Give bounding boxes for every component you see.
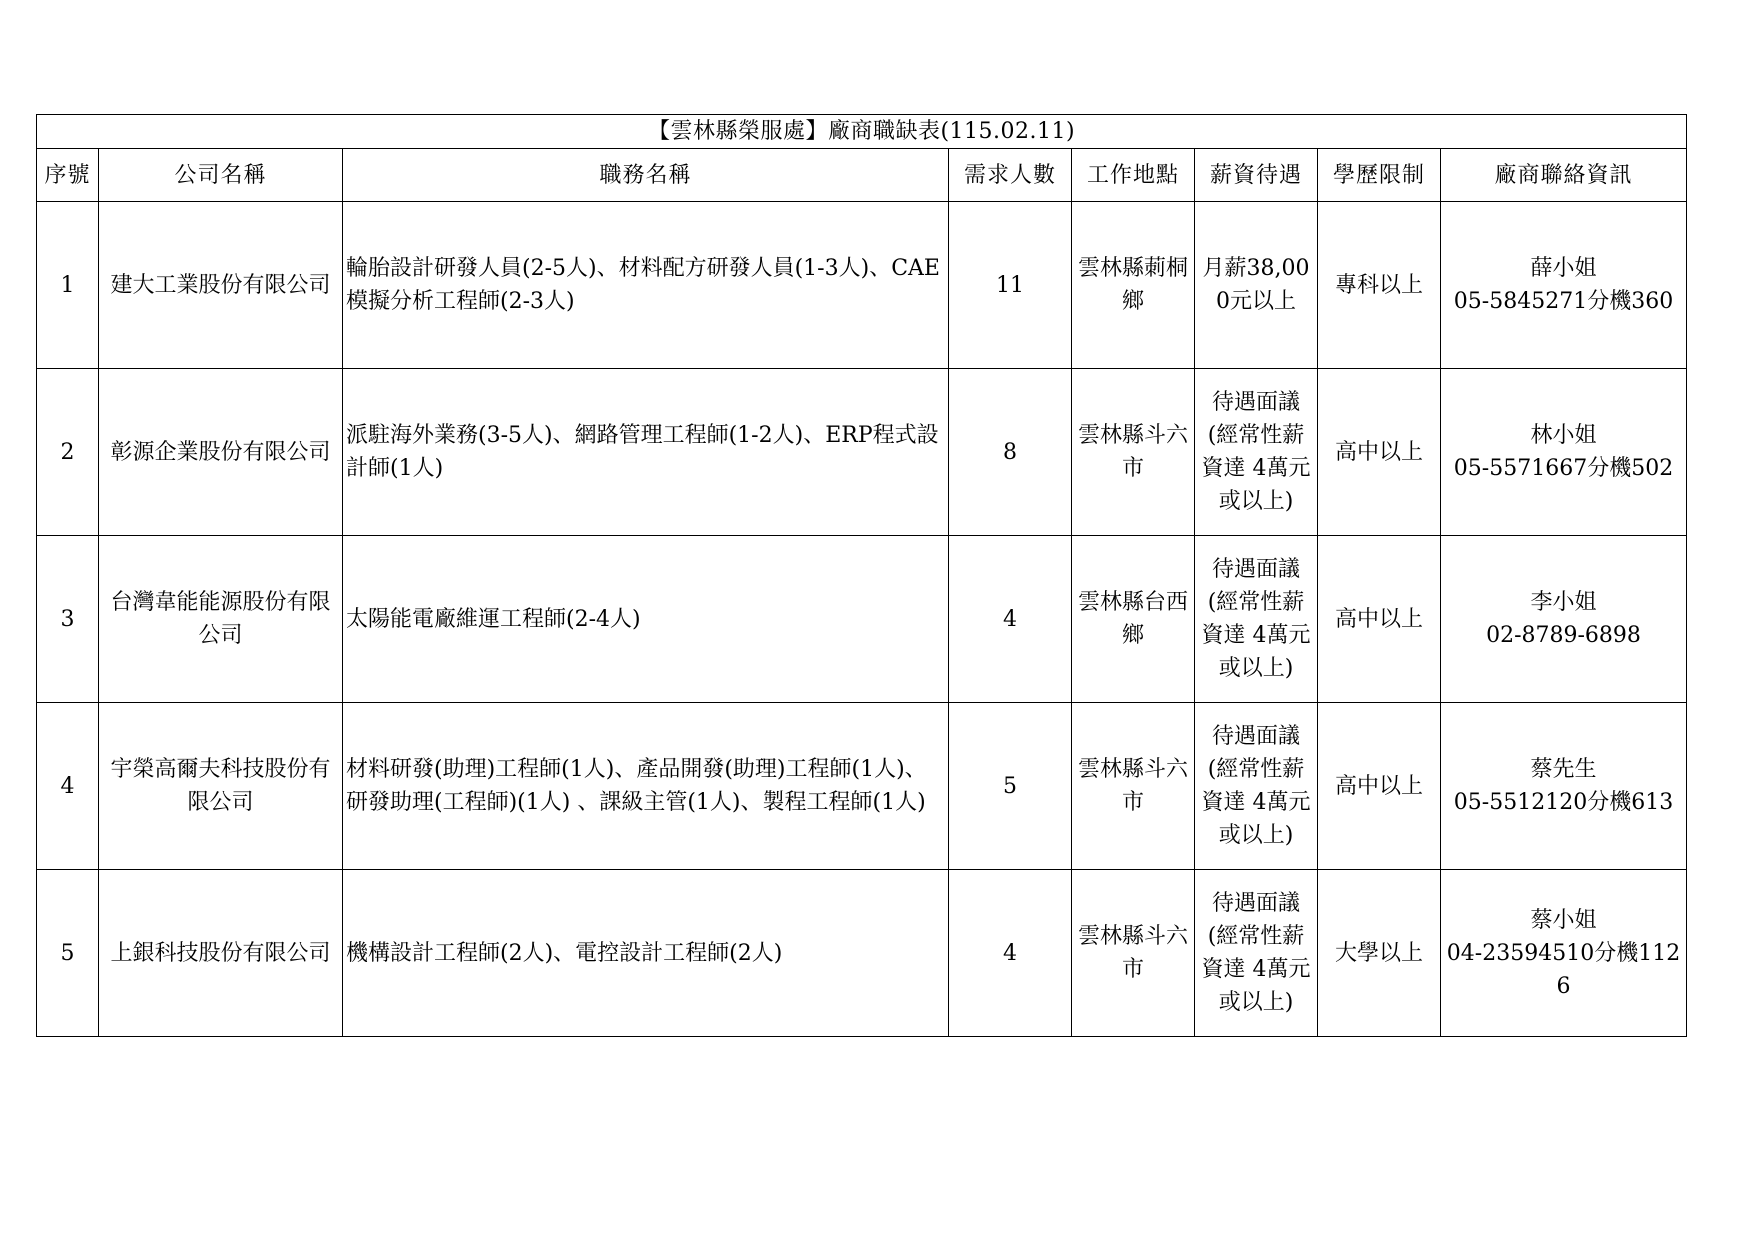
row-contact: [1441, 703, 1687, 870]
header-salary: 薪資待遇: [1195, 149, 1318, 202]
row-no: 4: [37, 703, 99, 870]
header-headcount: 需求人數: [949, 149, 1072, 202]
header-no: 序號: [37, 149, 99, 202]
row-education: 高中以上: [1318, 703, 1441, 870]
row-company: 彰源企業股份有限公司: [99, 369, 343, 536]
contact-phone: 05-5845271分機360: [1453, 289, 1674, 314]
row-company: 上銀科技股份有限公司: [99, 870, 343, 1037]
row-no: 2: [37, 369, 99, 536]
header-contact: 廠商聯絡資訊: [1441, 149, 1687, 202]
row-salary: 待遇面議(經常性薪資達 4萬元或以上): [1195, 536, 1318, 703]
row-education: 高中以上: [1318, 369, 1441, 536]
table-title-row: [37, 115, 1687, 149]
row-company: 台灣韋能能源股份有限公司: [99, 536, 343, 703]
contact-phone: 05-5512120分機613: [1453, 790, 1674, 815]
contact-name: 蔡小姐: [1530, 907, 1597, 933]
row-headcount: 4: [949, 536, 1072, 703]
header-education: 學歷限制: [1318, 149, 1441, 202]
contact-phone: 05-5571667分機502: [1453, 456, 1674, 481]
row-jobs: 材料研發(助理)工程師(1人)、產品開發(助理)工程師(1人)、研發助理(工程師)(1人) 、課級主管(1人)、製程工程師(1人): [343, 703, 949, 870]
table-row: [37, 870, 1687, 1037]
contact-name: 蔡先生: [1530, 757, 1597, 782]
contact-phone: 04-23594510分機1126: [1446, 940, 1681, 999]
table-title: 【雲林縣榮服處】廠商職缺表(115.02.11): [37, 115, 1687, 149]
row-education: 專科以上: [1318, 202, 1441, 369]
row-location: 雲林縣莿桐鄉: [1072, 202, 1195, 369]
row-no: 3: [37, 536, 99, 703]
row-headcount: 4: [949, 870, 1072, 1037]
row-salary: 月薪38,000元以上: [1195, 202, 1318, 369]
row-salary: 待遇面議(經常性薪資達 4萬元或以上): [1195, 703, 1318, 870]
contact-name: 林小姐: [1530, 423, 1597, 448]
row-location: 雲林縣斗六市: [1072, 870, 1195, 1037]
row-jobs: 派駐海外業務(3-5人)、網路管理工程師(1-2人)、ERP程式設計師(1人): [343, 369, 949, 536]
row-contact: [1441, 369, 1687, 536]
row-no: 5: [37, 870, 99, 1037]
row-salary: 待遇面議(經常性薪資達 4萬元或以上): [1195, 369, 1318, 536]
row-contact: [1441, 536, 1687, 703]
table-row: [37, 536, 1687, 703]
table-row: [37, 369, 1687, 536]
table-row: [37, 202, 1687, 369]
contact-phone: 02-8789-6898: [1486, 623, 1641, 648]
row-jobs: 機構設計工程師(2人)、電控設計工程師(2人): [343, 870, 949, 1037]
table-header-row: [37, 149, 1687, 202]
row-company: 建大工業股份有限公司: [99, 202, 343, 369]
row-contact: [1441, 202, 1687, 369]
contact-name: 李小姐: [1530, 590, 1597, 615]
header-company: 公司名稱: [99, 149, 343, 202]
row-jobs: 太陽能電廠維運工程師(2-4人): [343, 536, 949, 703]
contact-name: 薛小姐: [1530, 256, 1597, 281]
row-education: 高中以上: [1318, 536, 1441, 703]
row-company: 宇榮高爾夫科技股份有限公司: [99, 703, 343, 870]
header-jobs: 職務名稱: [343, 149, 949, 202]
row-no: 1: [37, 202, 99, 369]
row-headcount: 5: [949, 703, 1072, 870]
row-headcount: 8: [949, 369, 1072, 536]
row-headcount: 11: [949, 202, 1072, 369]
row-salary: 待遇面議(經常性薪資達 4萬元或以上): [1195, 870, 1318, 1037]
row-jobs: 輪胎設計研發人員(2-5人)、材料配方研發人員(1-3人)、CAE模擬分析工程師(2-3人): [343, 202, 949, 369]
row-education: 大學以上: [1318, 870, 1441, 1037]
header-location: 工作地點: [1072, 149, 1195, 202]
row-location: 雲林縣斗六市: [1072, 369, 1195, 536]
row-location: 雲林縣台西鄉: [1072, 536, 1195, 703]
table-row: [37, 703, 1687, 870]
row-contact: [1441, 870, 1687, 1037]
job-vacancy-table: [36, 114, 1687, 1037]
row-location: 雲林縣斗六市: [1072, 703, 1195, 870]
